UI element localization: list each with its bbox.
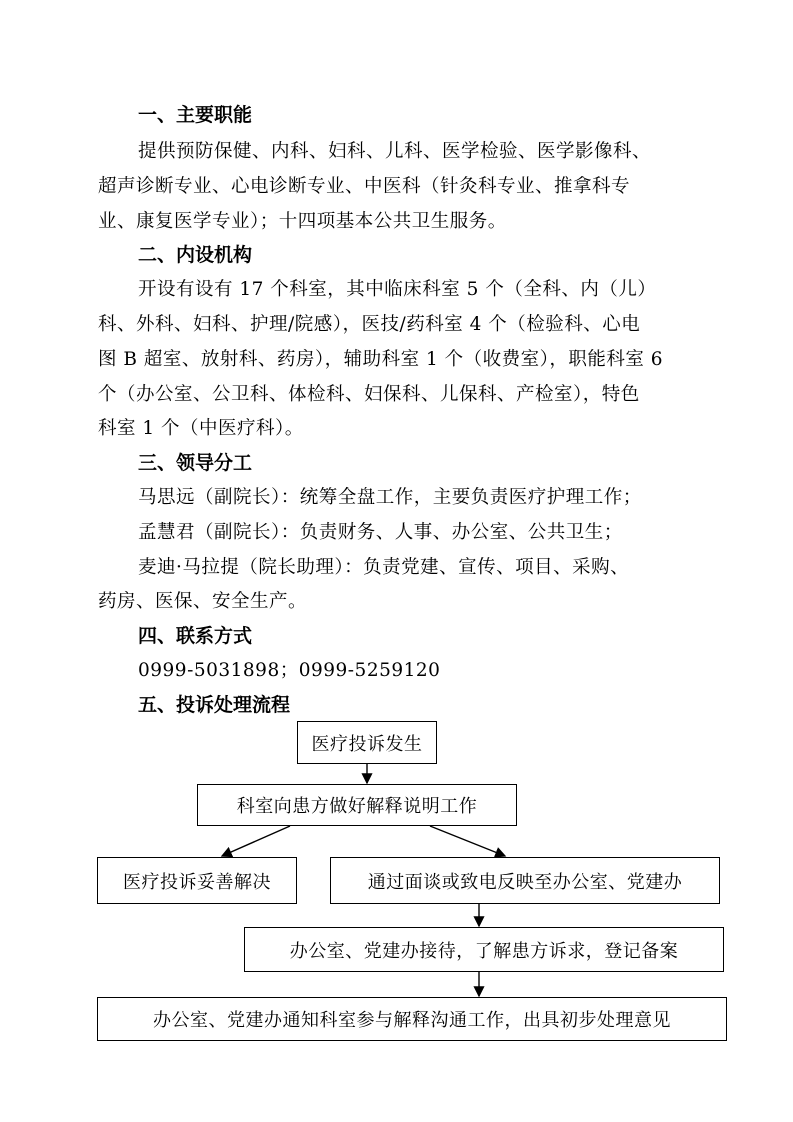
paragraph-line: 麦迪·马拉提（院长助理）：负责党建、宣传、项目、采购、 — [138, 557, 630, 578]
paragraph-line: 开设有设有 17 个科室，其中临床科室 5 个（全科、内（儿） — [138, 279, 657, 300]
paragraph-line: 药房、医保、安全生产。 — [98, 591, 308, 612]
flow-box-office-register: 办公室、党建办接待，了解患方诉求，登记备案 — [244, 927, 724, 972]
paragraph-line: 科、外科、妇科、护理/院感），医技/药科室 4 个（检验科、心电 — [98, 314, 641, 335]
paragraph-line: 个（办公室、公卫科、体检科、妇保科、儿保科、产检室），特色 — [98, 384, 640, 405]
section-heading-functions: 一、主要职能 — [138, 104, 253, 126]
flow-box-department-explain: 科室向患方做好解释说明工作 — [197, 784, 517, 826]
paragraph-line: 孟慧君（副院长）：负责财务、人事、办公室、公共卫生； — [138, 522, 623, 543]
section-heading-leadership: 三、领导分工 — [138, 452, 253, 474]
arrow-2-to-3b — [430, 826, 505, 856]
arrow-2-to-3a — [222, 826, 290, 856]
paragraph-line: 马思远（副院长）：统筹全盘工作，主要负责医疗护理工作； — [138, 487, 642, 508]
flow-box-complaint-occurs: 医疗投诉发生 — [297, 721, 437, 764]
section-heading-departments: 二、内设机构 — [138, 244, 253, 266]
paragraph-line: 科室 1 个（中医疗科）。 — [98, 418, 304, 439]
paragraph-line: 图 B 超室、放射科、药房），辅助科室 1 个（收费室），职能科室 6 — [98, 349, 664, 370]
contact-phones: 0999-5031898；0999-5259120 — [138, 660, 441, 681]
paragraph-line: 超声诊断专业、心电诊断专业、中医科（针灸科专业、推拿科专 — [98, 176, 631, 197]
section-heading-complaint-flow: 五、投诉处理流程 — [138, 694, 291, 716]
flow-box-resolved: 医疗投诉妥善解决 — [97, 857, 297, 904]
paragraph-line: 业、康复医学专业）；十四项基本公共卫生服务。 — [98, 211, 507, 232]
section-heading-contact: 四、联系方式 — [138, 625, 253, 647]
paragraph-line: 提供预防保健、内科、妇科、儿科、医学检验、医学影像科、 — [138, 141, 652, 162]
flow-box-report-office: 通过面谈或致电反映至办公室、党建办 — [330, 857, 720, 904]
flow-box-notify-department: 办公室、党建办通知科室参与解释沟通工作，出具初步处理意见 — [97, 997, 727, 1041]
